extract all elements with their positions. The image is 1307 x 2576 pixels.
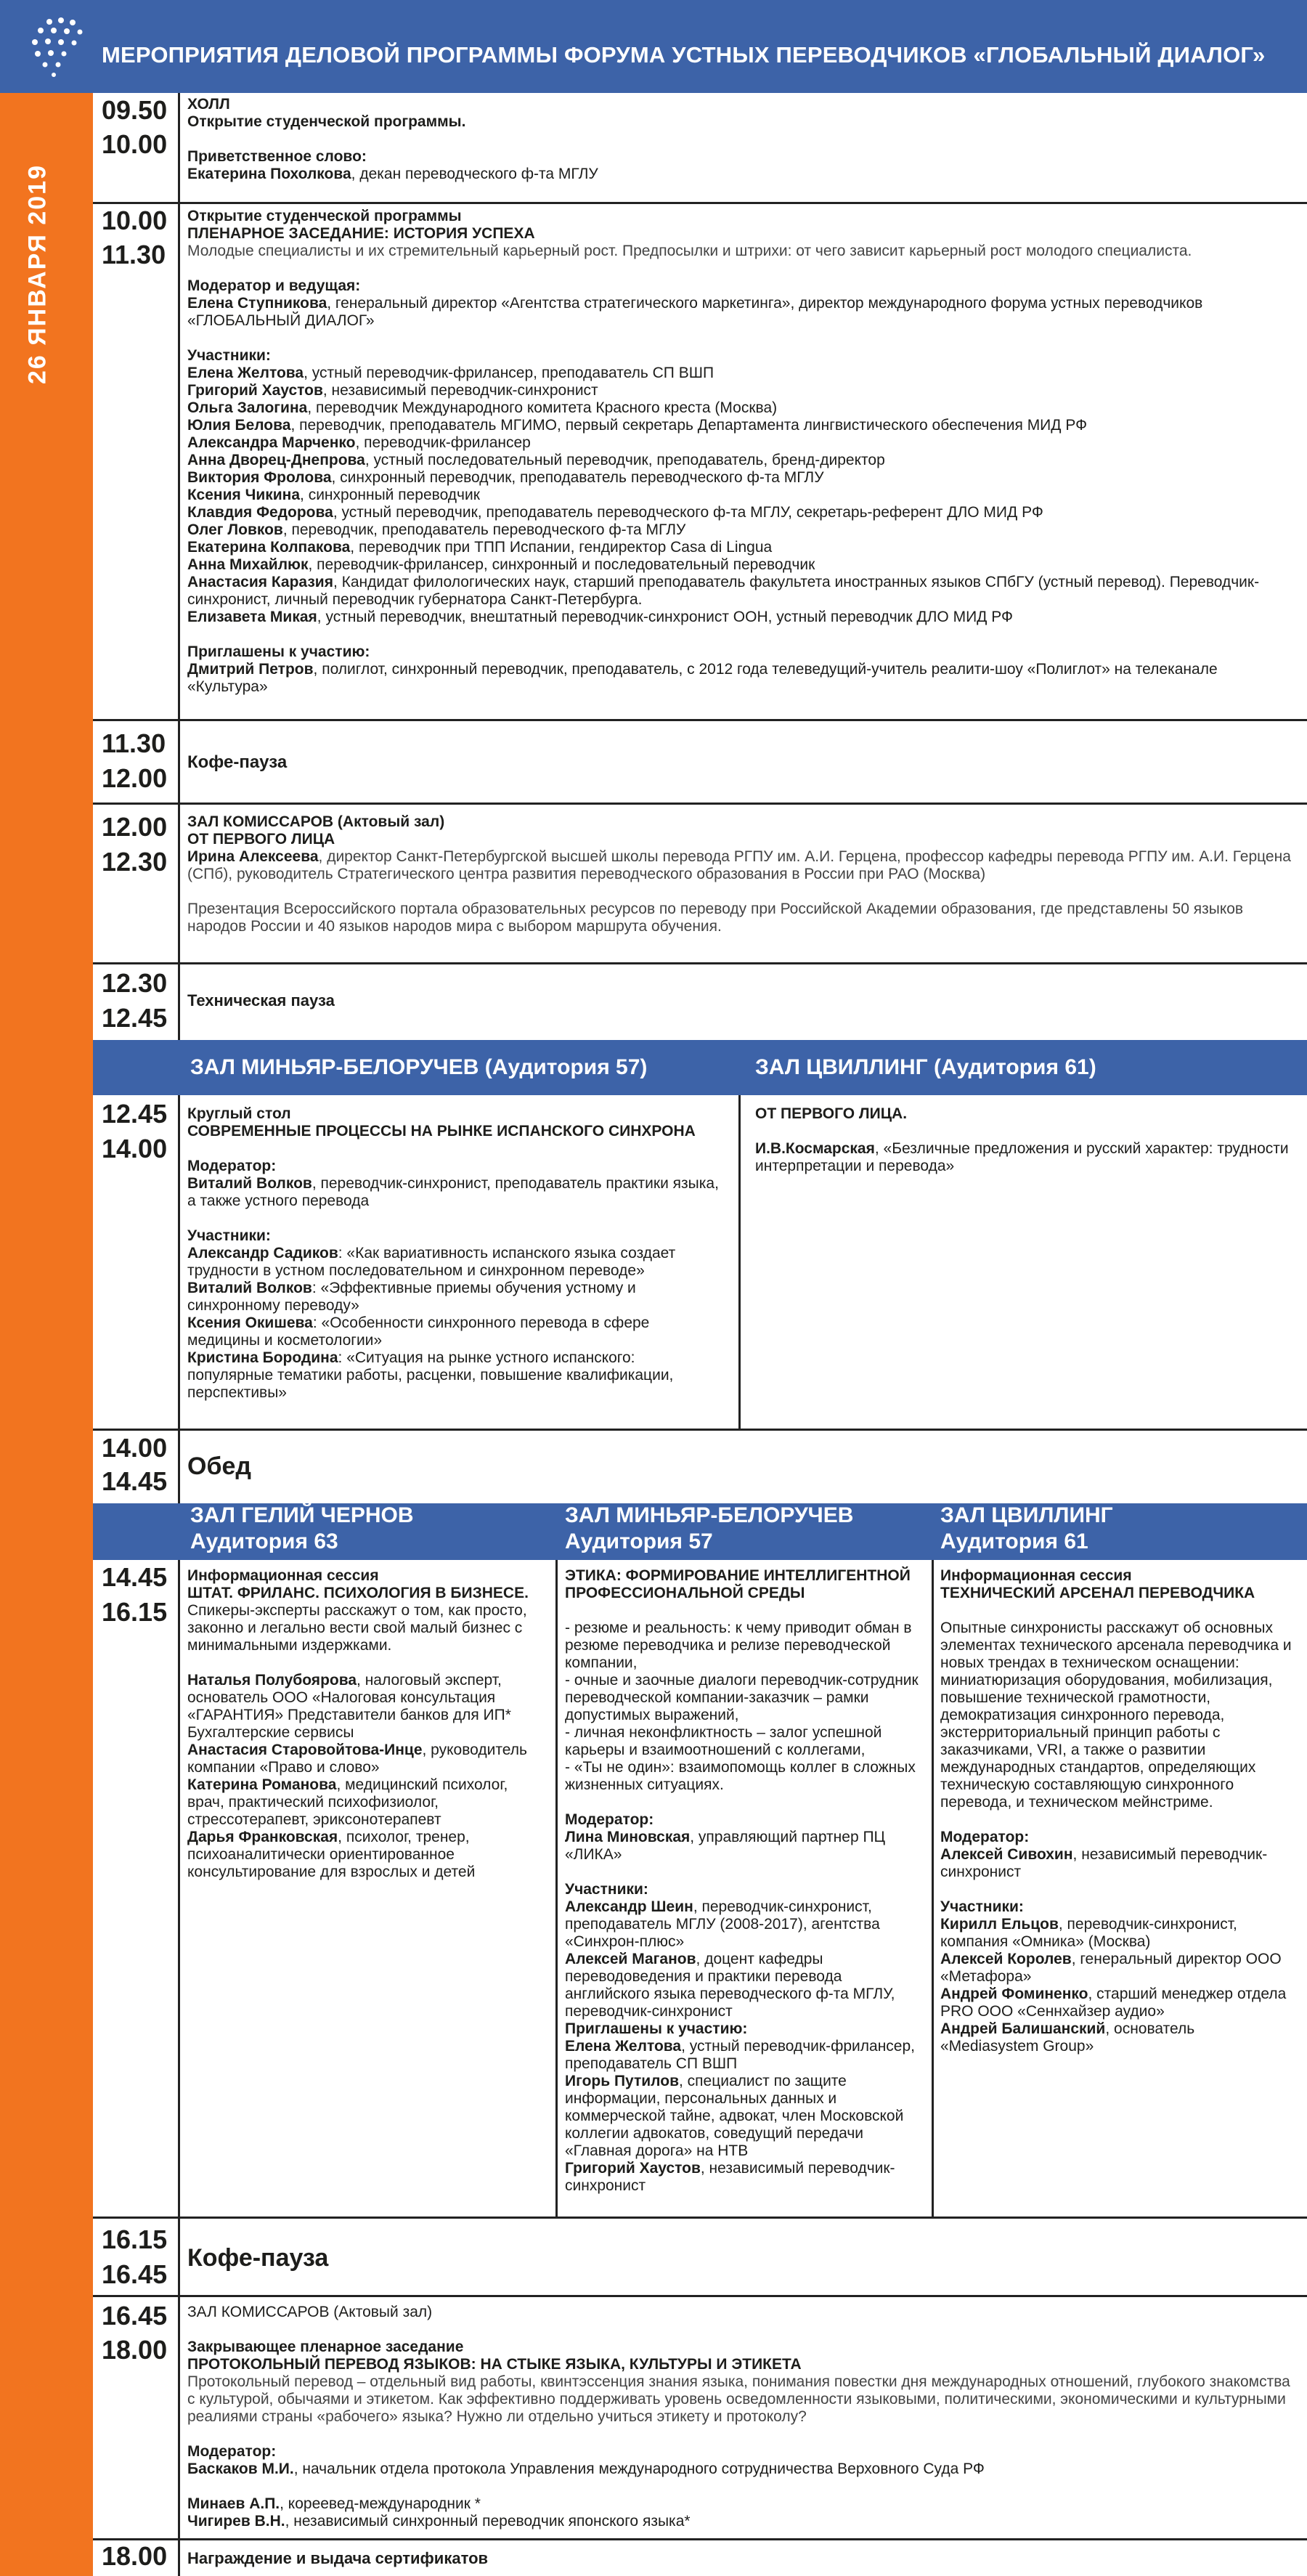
participant (187, 1280, 725, 1315)
person-name: Анастасия Каразия (187, 574, 333, 590)
person-name: Наталья Полубоярова (187, 1672, 357, 1689)
session-description: Спикеры-эксперты расскажут о том, как просто, законно и легально вести свой малый бизнес с минимальными издержками. (187, 1602, 527, 1654)
moderator-heading: Модератор: (565, 1811, 654, 1828)
person-details: , синхронный переводчик (300, 487, 480, 503)
divider (178, 1560, 180, 2217)
session-label: Круглый стол (187, 1105, 291, 1122)
time-start: 12.00 (102, 812, 168, 842)
invited-guest (187, 661, 1291, 696)
person-name: Елена Желтова (565, 2038, 682, 2055)
venue: ХОЛЛ (187, 96, 230, 113)
person-details: , доцент кафедры переводоведения и практики перевода английского языка переводческого ф-та МГЛУ, переводчик-синхронист (565, 1951, 895, 2020)
participant (187, 609, 1291, 626)
person-name: Григорий Хаустов (565, 2160, 701, 2177)
list-item: - «Ты не один»: взаимопомощь коллег в сложных жизненных ситуациях. (565, 1759, 916, 1793)
column-divider (932, 1560, 934, 2217)
person-details: , переводчик-синхронист, преподаватель МГЛУ (2008-2017), агентства «Синхрон-плюс» (565, 1898, 880, 1950)
time-start: 16.45 (102, 2301, 168, 2331)
venue: ЗАЛ КОМИССАРОВ (Актовый зал) (187, 2304, 433, 2320)
person-name: Кирилл Ельцов (940, 1916, 1059, 1933)
participant (187, 574, 1291, 609)
person-details: , устный переводчик, преподаватель переводческого ф-та МГЛУ, секретарь-референт ДЛО МИД РФ (333, 504, 1043, 521)
subheading: Приветственное слово: (187, 148, 367, 165)
speaker (187, 166, 1291, 183)
person-details: , старший менеджер отдела PRO ООО «Сеннхайзер аудио» (940, 1986, 1287, 2020)
person-name: Алексей Сивохин (940, 1846, 1073, 1863)
time-start: 14.00 (102, 1433, 168, 1463)
invited-guest (565, 2073, 924, 2160)
person-name: Виктория Фролова (187, 469, 332, 486)
participant (187, 452, 1291, 469)
person-name: Елена Желтова (187, 365, 304, 381)
participant (187, 504, 1291, 521)
moderator (187, 1175, 725, 1210)
session-title: ПРОТОКОЛЬНЫЙ ПЕРЕВОД ЯЗЫКОВ: НА СТЫКЕ ЯЗЫКА, КУЛЬТУРЫ И ЭТИКЕТА (187, 2356, 802, 2373)
divider (178, 964, 180, 1040)
person-name: Алексей Королев (940, 1951, 1072, 1967)
person-details: , синхронный переводчик, преподаватель переводческого ф-та МГЛУ (331, 469, 824, 486)
participant (940, 1951, 1296, 1986)
divider (178, 93, 180, 205)
time-end: 14.00 (102, 1134, 168, 1163)
person-name: Дмитрий Петров (187, 661, 314, 678)
person-name: Елена Ступникова (187, 295, 327, 312)
session-plenary (187, 208, 1291, 696)
participant (565, 1898, 924, 1951)
person-details: , независимый переводчик-синхронист (322, 382, 598, 399)
divider (178, 204, 180, 720)
session-title: Открытие студенческой программы. (187, 113, 466, 130)
participant (940, 1986, 1296, 2020)
participant (187, 539, 1291, 556)
participant (565, 1951, 924, 2020)
person-details: , психолог, тренер, психоаналитически ориентированное консультирование для взрослых и детей (187, 1829, 476, 1880)
participant (187, 521, 1291, 539)
session-title: СОВРЕМЕННЫЕ ПРОЦЕССЫ НА РЫНКЕ ИСПАНСКОГО СИНХРОНА (187, 1123, 696, 1139)
person-details: , независимый синхронный переводчик японского языка* (285, 2513, 691, 2530)
list-item: - очные и заочные диалоги переводчик-сотрудник переводческой компании-заказчик – рамки допустимых выражений, (565, 1672, 919, 1723)
person-name: Лина Миновская (565, 1829, 691, 1845)
row-separator (93, 2295, 1307, 2297)
moderator-heading: Модератор и ведущая: (187, 277, 361, 294)
person-name: Александра Марченко (187, 434, 356, 451)
person-name: Минаев А.П. (187, 2495, 280, 2512)
person-details: , независимый переводчик-синхронист (565, 2160, 895, 2194)
divider (178, 2219, 180, 2295)
person-details: , руководитель компании «Право и слово» (187, 1742, 527, 1776)
divider (178, 1431, 180, 1503)
person-name: Ксения Окишева (187, 1315, 313, 1331)
participant (940, 2020, 1296, 2055)
participant (187, 2495, 1291, 2513)
session-hall-b (565, 1567, 924, 2195)
person-details: , устный переводчик-фрилансер, преподаватель СП ВШП (304, 365, 714, 381)
person-details: , декан переводческого ф-та МГЛУ (351, 166, 598, 182)
participants-heading: Участники: (565, 1881, 648, 1898)
participant (187, 1829, 547, 1881)
participant (187, 1315, 725, 1349)
session-label: Информационная сессия (940, 1567, 1132, 1584)
divider (178, 805, 180, 963)
person-name: Кристина Бородина (187, 1349, 338, 1366)
hall-a-title: ЗАЛ ГЕЛИЙ ЧЕРНОВ (190, 1503, 414, 1527)
person-details: , переводчик-синхронист, компания «Омника» (Москва) (940, 1916, 1237, 1950)
participant (187, 434, 1291, 452)
time-start: 09.50 (102, 95, 168, 125)
session-roundtable (187, 1105, 725, 1402)
person-details: : «Особенности синхронного перевода в сфере медицины и косметологии» (187, 1315, 650, 1349)
speaker (755, 1140, 1292, 1175)
person-name: Дарья Франковская (187, 1829, 338, 1845)
session-title: ОТ ПЕРВОГО ЛИЦА. (755, 1105, 908, 1122)
person-details: , кореевед-международник * (280, 2495, 481, 2512)
time-start: 10.00 (102, 206, 168, 235)
person-details: , специалист по защите информации, персональных данных и коммерческой тайне, адвокат, член Московской коллегии адвокатов, соведущий передачи «Главная дорога» на НТВ (565, 2073, 904, 2159)
moderator (187, 2461, 1291, 2478)
person-details: , устный последовательный переводчик, преподаватель, бренд-директор (365, 452, 885, 468)
time-end: 18.00 (102, 2335, 168, 2365)
row-separator (93, 1429, 1307, 1431)
session-hall-a (187, 1567, 547, 1881)
person-details: , управляющий партнер ПЦ «ЛИКА» (565, 1829, 886, 1863)
participant (187, 365, 1291, 382)
person-name: Анна Михайлюк (187, 556, 309, 573)
person-name: Елизавета Микая (187, 609, 317, 625)
moderator-heading: Модератор: (940, 1829, 1030, 1845)
session-label: Информационная сессия (187, 1567, 379, 1584)
person-name: Екатерина Похолкова (187, 166, 351, 182)
person-details: , генеральный директор ООО «Метафора» (940, 1951, 1282, 1985)
list-item: - личная неконфликтность – залог успешной карьеры и взаимоотношений с коллегами, (565, 1724, 882, 1758)
session-title: ПЛЕНАРНОЕ ЗАСЕДАНИЕ: ИСТОРИЯ УСПЕХА (187, 225, 535, 242)
participants-heading: Участники: (187, 347, 271, 364)
person-details: , Кандидат филологических наук, старший преподаватель факультета иностранных языков СПбГУ (устный перевод). Переводчик-синхронист, личный переводчик губернатора Санкт-Петербурга. (187, 574, 1260, 608)
person-details: , переводчик Международного комитета Красного креста (Москва) (307, 399, 778, 416)
person-name: Александр Шеин (565, 1898, 693, 1915)
invited-heading: Приглашены к участию: (187, 643, 370, 660)
time-end: 12.00 (102, 763, 168, 793)
person-name: Юлия Белова (187, 417, 291, 434)
person-name: Анастасия Старовойтова-Инце (187, 1742, 423, 1758)
session-first-person-right (755, 1105, 1292, 1175)
person-details: , переводчик-фрилансер (355, 434, 531, 451)
person-name: Баскаков М.И. (187, 2461, 294, 2477)
person-details: : «Как вариативность испанского языка создает трудности в устном последовательном и синхронном переводе» (187, 1245, 676, 1279)
break-label: Техническая пауза (187, 991, 335, 1009)
person-details: , устный переводчик-фрилансер, преподаватель СП ВШП (565, 2038, 915, 2072)
hall-a-room: Аудитория 63 (190, 1529, 338, 1553)
person-details: , основатель «Mediasystem Group» (940, 2020, 1195, 2055)
session-label: Открытие студенческой программы (187, 208, 462, 224)
participants-heading: Участники: (940, 1898, 1024, 1915)
hall-title-right: ЗАЛ ЦВИЛЛИНГ (Аудитория 61) (755, 1055, 1096, 1079)
participant (187, 417, 1291, 434)
list-item: - резюме и реальность: к чему приводит обман в резюме переводчика и релизе переводческой компании, (565, 1620, 912, 1671)
break-label: Кофе-пауза (187, 2244, 329, 2272)
session-title: ЭТИКА: ФОРМИРОВАНИЕ ИНТЕЛЛИГЕНТНОЙ ПРОФЕССИОНАЛЬНОЙ СРЕДЫ (565, 1567, 911, 1601)
session-title: ТЕХНИЧЕСКИЙ АРСЕНАЛ ПЕРЕВОДЧИКА (940, 1585, 1255, 1601)
moderator-heading: Модератор: (187, 1158, 277, 1174)
divider (178, 2540, 180, 2576)
person-name: Ирина Алексеева (187, 848, 319, 865)
person-details: , переводчик, преподаватель переводческого ф-та МГЛУ (282, 521, 686, 538)
time-start: 12.45 (102, 1099, 168, 1129)
time-start: 16.15 (102, 2224, 168, 2254)
divider (178, 1095, 180, 1429)
row-separator (93, 202, 1307, 204)
column-divider (738, 1095, 741, 1429)
participant (187, 399, 1291, 417)
session-closing-plenary (187, 2304, 1291, 2530)
column-divider (555, 1560, 558, 2217)
moderator (565, 1829, 924, 1864)
forum-logo-icon (28, 16, 94, 81)
session-description: Протокольный перевод – отдельный вид работы, квинтэссенция знания языка, понимания повестки дня международных отношений, глубокого знакомства с культурой, обычаями и этикетом. Как эффективно поддерживать уровень осведомленности языковыми, политическими, экономическими и культурными реалиями страны «рабочего» языка? Нужно ли отдельно учиться этикету и протоколу? (187, 2373, 1290, 2425)
person-name: Екатерина Колпакова (187, 539, 351, 556)
participant (187, 1776, 547, 1829)
person-name: Андрей Балишанский (940, 2020, 1106, 2037)
session-description: Презентация Всероссийского портала образовательных ресурсов по переводу при Российской Академии образования, где представлены 50 языков народов России и 40 языков народов мира с выбором маршрута обучения. (187, 901, 1244, 935)
time-end: 12.45 (102, 1003, 168, 1033)
participant (187, 1349, 725, 1402)
row-separator (93, 962, 1307, 964)
session-opening (187, 96, 1291, 183)
person-details: , переводчик при ТПП Испании, гендиректор Casa di Lingua (350, 539, 773, 556)
person-name: Григорий Хаустов (187, 382, 323, 399)
break-label: Обед (187, 1452, 251, 1480)
header-title: МЕРОПРИЯТИЯ ДЕЛОВОЙ ПРОГРАММЫ ФОРУМА УСТНЫХ ПЕРЕВОДЧИКОВ «ГЛОБАЛЬНЫЙ ДИАЛОГ» (102, 42, 1266, 68)
row-separator (93, 2538, 1307, 2540)
participant (187, 1245, 725, 1280)
session-description: Опытные синхронисты расскажут об основных элементах технического арсенала переводчика и новых трендах в техническом оснащении: миниатюризация оборудования, мобилизация, повышение технической грамотности, демократизация синхронного перевода, экстерриториальный принцип работы с заказчиками, VRI, а также о развитии международных стандартов, определяющих техническую составляющую синхронного перевода, и техническом мейнстриме. (940, 1620, 1292, 1811)
person-details: : «Ситуация на рынке устного испанского: популярные тематики работы, расценки, повышение квалификации, перспективы» (187, 1349, 674, 1401)
divider (178, 2297, 180, 2538)
person-name: Ксения Чикина (187, 487, 301, 503)
session-label: Закрывающее пленарное заседание (187, 2339, 464, 2355)
person-name: Игорь Путилов (565, 2073, 679, 2089)
person-name: Клавдия Федорова (187, 504, 333, 521)
time-start: 11.30 (102, 728, 166, 758)
person-details: , «Безличные предложения и русский характер: трудности интерпретации и перевода» (755, 1140, 1289, 1174)
person-details: , налоговый эксперт, основатель ООО «Налоговая консультация «ГАРАНТИЯ» Представители банков для ИП* Бухгалтерские сервисы (187, 1672, 511, 1741)
person-details: , полиглот, синхронный переводчик, преподаватель, с 2012 года телеведущий-учитель реалити-шоу «Полиглот» на телеканале «Культура» (187, 661, 1218, 695)
hall-title-left: ЗАЛ МИНЬЯР-БЕЛОРУЧЕВ (Аудитория 57) (190, 1055, 648, 1079)
time-end: 11.30 (102, 240, 166, 269)
invited-heading: Приглашены к участию: (565, 2020, 748, 2037)
participant (187, 556, 1291, 574)
moderator (187, 295, 1291, 330)
time-end: 16.15 (102, 1597, 168, 1627)
moderator-heading: Модератор: (187, 2443, 277, 2460)
person-name: Ольга Залогина (187, 399, 308, 416)
person-details: , переводчик, преподаватель МГИМО, первый секретарь Департамента лингвистического обеспечения МИД РФ (290, 417, 1088, 434)
time-start: 18.00 (102, 2541, 168, 2571)
time-start: 12.30 (102, 968, 168, 998)
speaker (187, 848, 1291, 883)
person-details: , директор Санкт-Петербургской высшей школы перевода РГПУ им. А.И. Герцена, профессор кафедры перевода РГПУ им. А.И. Герцена (СПб), руководитель Стратегического центра развития переводческого образования в России при РАО (Москва) (187, 848, 1291, 882)
hall-c-title: ЗАЛ ЦВИЛЛИНГ (940, 1503, 1113, 1527)
venue: ЗАЛ КОМИССАРОВ (Актовый зал) (187, 813, 445, 830)
hall-c-room: Аудитория 61 (940, 1529, 1088, 1553)
header-banner (0, 0, 1307, 93)
person-details: , устный переводчик, внештатный переводчик-синхронист ООН, устный переводчик ДЛО МИД РФ (317, 609, 1013, 625)
person-name: Виталий Волков (187, 1280, 312, 1296)
person-name: Андрей Фоминенко (940, 1986, 1088, 2002)
person-details: , переводчик-синхронист, преподаватель практики языка, а также устного перевода (187, 1175, 719, 1209)
hall-b-room: Аудитория 57 (565, 1529, 713, 1553)
invited-guest (565, 2160, 924, 2195)
person-name: И.В.Космарская (755, 1140, 875, 1157)
person-details: , начальник отдела протокола Управления международного сотрудничества Верховного Суда РФ (293, 2461, 985, 2477)
participant (187, 382, 1291, 399)
person-name: Катерина Романова (187, 1776, 337, 1793)
person-details: , независимый переводчик-синхронист (940, 1846, 1268, 1880)
person-name: Виталий Волков (187, 1175, 312, 1192)
row-separator (93, 719, 1307, 721)
row-separator (93, 803, 1307, 805)
person-name: Алексей Маганов (565, 1951, 696, 1967)
person-name: Олег Ловков (187, 521, 283, 538)
person-details: , генеральный директор «Агентства стратегического маркетинга», директор международного форума устных переводчиков «ГЛОБАЛЬНЫЙ ДИАЛОГ» (187, 295, 1203, 329)
participant (187, 469, 1291, 487)
invited-guest (565, 2038, 924, 2073)
person-details: , медицинский психолог, врач, практический психофизиолог, стрессотерапевт, эриксонотерапевт (187, 1776, 508, 1828)
participant (940, 1916, 1296, 1951)
person-details: : «Эффективные приемы обучения устному и синхронному переводу» (187, 1280, 636, 1314)
person-name: Александр Садиков (187, 1245, 338, 1261)
row-separator (93, 2217, 1307, 2219)
time-end: 16.45 (102, 2259, 168, 2289)
person-name: Анна Дворец-Днепрова (187, 452, 365, 468)
hall-b-title: ЗАЛ МИНЬЯР-БЕЛОРУЧЕВ (565, 1503, 854, 1527)
session-hall-c (940, 1567, 1296, 2055)
participant (187, 2513, 1291, 2530)
session-title: ШТАТ. ФРИЛАНС. ПСИХОЛОГИЯ В БИЗНЕСЕ. (187, 1585, 529, 1601)
time-end: 12.30 (102, 847, 168, 877)
ceremony-label: Награждение и выдача сертификатов (187, 2549, 489, 2567)
person-details: , переводчик-фрилансер, синхронный и последовательный переводчик (308, 556, 815, 573)
session-title: ОТ ПЕРВОГО ЛИЦА (187, 831, 335, 848)
time-end: 14.45 (102, 1466, 168, 1496)
break-label: Кофе-пауза (187, 752, 288, 772)
time-end: 10.00 (102, 129, 168, 159)
session-description: Молодые специалисты и их стремительный карьерный рост. Предпосылки и штрихи: от чего зависит карьерный рост молодого специалиста. (187, 243, 1192, 259)
participants-heading: Участники: (187, 1227, 271, 1244)
time-start: 14.45 (102, 1562, 168, 1592)
moderator (940, 1846, 1296, 1881)
participant (187, 487, 1291, 504)
session-first-person (187, 813, 1291, 935)
participant (187, 1672, 547, 1742)
divider (178, 721, 180, 803)
date-text: 26 ЯНВАРЯ 2019 (23, 163, 52, 385)
person-name: Чигирев В.Н. (187, 2513, 285, 2530)
participant (187, 1742, 547, 1776)
